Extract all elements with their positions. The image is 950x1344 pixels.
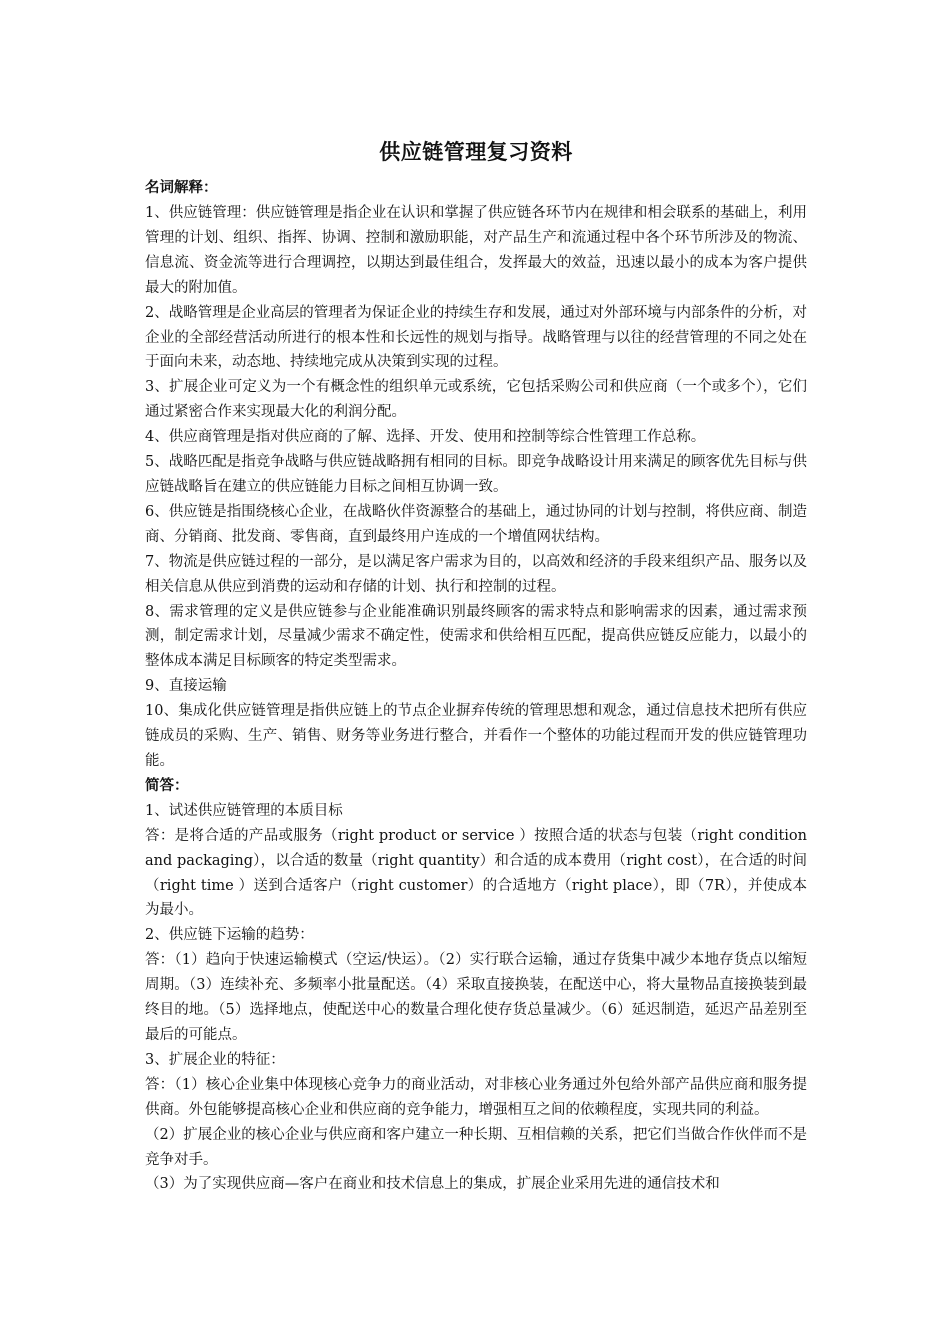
question-3: 3、扩展企业的特征： [145,1051,285,1068]
document-page [145,0,807,1197]
question-2: 2、供应链下运输的趋势： [145,927,314,944]
term-8: 8、需求管理的定义是供应链参与企业能准确识别最终顾客的需求特点和影响需求的因素，通过需求预测，制定需求计划，尽量减少需求不确定性，使需求和供给相互匹配，提高供应链反应能力，以最小的整体成本满足目标顾客的特定类型需求。 [145,603,807,670]
term-10: 10、集成化供应链管理是指供应链上的节点企业摒弃传统的管理思想和观念，通过信息技术把所有供应链成员的采购、生产、销售、财务等业务进行整合，并看作一个整体的功能过程而开发的供应链管理功能。 [145,703,807,769]
question-1: 1、试述供应链管理的本质目标 [145,802,343,819]
term-7: 7、物流是供应链过程的一部分，是以满足客户需求为目的，以高效和经济的手段来组织产品、服务以及相关信息从供应到消费的运动和存储的计划、执行和控制的过程。 [145,553,807,595]
term-2: 2、战略管理是企业高层的管理者为保证企业的持续生存和发展，通过对外部环境与内部条件的分析，对企业的全部经营活动所进行的根本性和长远性的规划与指导。战略管理与以往的经营管理的不同之处在于面向未来，动态地、持续地完成从决策到实现的过程。 [145,304,807,371]
answer-3-part-2: （2）扩展企业的核心企业与供应商和客户建立一种长期、互相信赖的关系，把它们当做合作伙伴而不是竞争对手。 [145,1126,807,1168]
answer-3-part-1: 答：（1）核心企业集中体现核心竞争力的商业活动，对非核心业务通过外包给外部产品供应商和服务提供商。外包能够提高核心企业和供应商的竞争能力，增强相互之间的依赖程度，实现共同的利益。 [145,1076,807,1118]
term-4: 4、供应商管理是指对供应商的了解、选择、开发、使用和控制等综合性管理工作总称。 [145,429,706,446]
term-1: 1、供应链管理：供应链管理是指企业在认识和掌握了供应链各环节内在规律和相会联系的基础上，利用管理的计划、组织、指挥、协调、控制和激励职能，对产品生产和流通过程中各个环节所涉及的物流、信息流、资金流等进行合理调控，以期达到最佳组合，发挥最大的效益，迅速以最小的成本为客户提供最大的附加值。 [145,205,807,296]
term-3: 3、扩展企业可定义为一个有概念性的组织单元或系统，它包括采购公司和供应商（一个或多个），它们通过紧密合作来实现最大化的利润分配。 [145,379,807,421]
section-heading-terms: 名词解释： [145,180,218,196]
answer-3-part-3: （3）为了实现供应商—客户在商业和技术信息上的集成，扩展企业采用先进的通信技术和 [145,1176,720,1193]
answer-1: 答：是将合适的产品或服务（right product or service ）按照合适的状态与包装（right condition and packaging），以合适的数量（right quantity）和合适的成本费用（right cost），在合适的时间（right time ）送到合适客户（right customer）的合适地方（right place），即（7R），并使成本为最小。 [145,827,807,919]
term-5: 5、战略匹配是指竞争战略与供应链战略拥有相同的目标。即竞争战略设计用来满足的顾客优先目标与供应链战略旨在建立的供应链能力目标之间相互协调一致。 [145,454,807,495]
document-title: 供应链管理复习资料 [379,140,573,164]
section-heading-short-answer: 简答： [145,777,189,794]
answer-2: 答：（1）趋向于快速运输模式（空运/快运）。（2）实行联合运输，通过存货集中减少本地存货点以缩短周期。（3）连续补充、多频率小批量配送。（4）采取直接换装，在配送中心，将大量物品直接换装到最终目的地。（5）选择地点，使配送中心的数量合理化使存货总量减少。（6）延迟制造，延迟产品差别至最后的可能点。 [145,952,807,1043]
term-9: 9、直接运输 [145,678,227,695]
term-6: 6、供应链是指围绕核心企业，在战略伙伴资源整合的基础上，通过协同的计划与控制，将供应商、制造商、分销商、批发商、零售商，直到最终用户连成的一个增值网状结构。 [145,503,807,545]
